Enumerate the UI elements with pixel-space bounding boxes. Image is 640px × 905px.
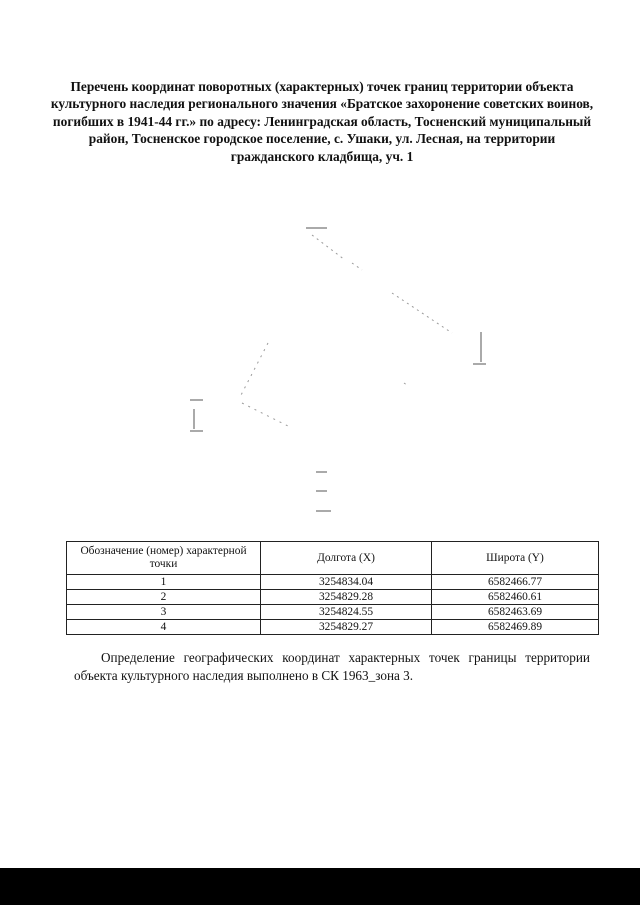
boundary-plan-sketch — [0, 205, 640, 525]
table-row — [67, 605, 599, 620]
cell-latitude: 6582463.69 — [432, 605, 599, 620]
cell-point-number: 3 — [67, 605, 261, 620]
cell-point-number: 1 — [67, 575, 261, 590]
header-longitude: Долгота (X) — [261, 542, 432, 575]
cell-latitude: 6582469.89 — [432, 620, 599, 635]
table-header-row — [67, 542, 599, 575]
cell-point-number: 2 — [67, 590, 261, 605]
table-row — [67, 590, 599, 605]
cell-longitude: 3254829.28 — [261, 590, 432, 605]
cell-longitude: 3254824.55 — [261, 605, 432, 620]
header-point-number: Обозначение (номер) характерной точки — [67, 542, 261, 575]
plan-edge-right — [404, 383, 410, 387]
table-row — [67, 575, 599, 590]
plan-edge-top-right — [312, 235, 452, 333]
coordinate-system-note: Определение географических координат характерных точек границы территории объекта культурного наследия выполнено в СК 1963_зона 3. — [74, 650, 590, 683]
cell-point-number: 4 — [67, 620, 261, 635]
cell-latitude: 6582466.77 — [432, 575, 599, 590]
coordinates-table — [66, 541, 599, 635]
cell-longitude: 3254829.27 — [261, 620, 432, 635]
scan-border-bar — [0, 868, 640, 905]
plan-edge-left — [240, 343, 268, 397]
table-row — [67, 620, 599, 635]
header-latitude: Широта (Y) — [432, 542, 599, 575]
plan-edge-bottom — [242, 403, 290, 427]
document-title: Перечень координат поворотных (характерных) точек границ территории объекта культурного наследия регионального значения «Братское захоронение советских воинов, погибших в 1941-44 гг.» по адресу: Ленинградская область, Тосненский муниципальный район, Тосненское городское поселение, с. Ушаки, ул. Лесная, на территории гражданского кладбища, уч. 1 — [50, 79, 594, 164]
cell-latitude: 6582460.61 — [432, 590, 599, 605]
cell-longitude: 3254834.04 — [261, 575, 432, 590]
